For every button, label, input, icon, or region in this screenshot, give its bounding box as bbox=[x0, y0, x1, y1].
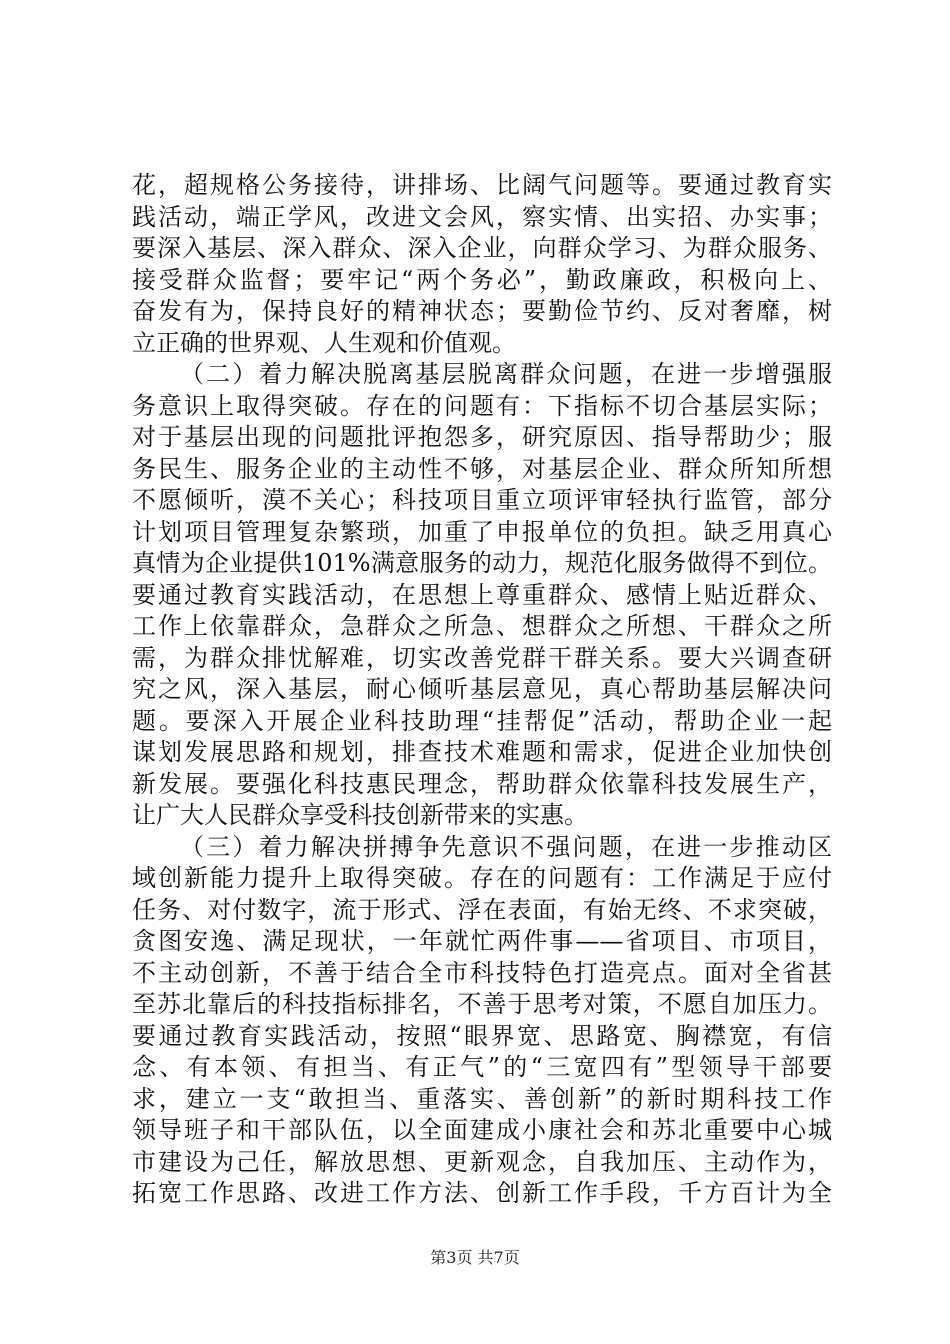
text-line: 践活动，端正学风，改进文会风，察实情、出实招、办实事； bbox=[132, 202, 832, 231]
text-line: 求，建立一支“敢担当、重落实、善创新”的新时期科技工作 bbox=[132, 1084, 832, 1113]
text-line: 让广大人民群众享受科技创新带来的实惠。 bbox=[132, 801, 588, 829]
text-line: 不愿倾听，漠不关心；科技项目重立项评审轻执行监管，部分 bbox=[132, 486, 832, 514]
text-line: 拓宽工作思路、改进工作方法、创新工作手段，千方百计为全 bbox=[132, 1179, 832, 1207]
text-line: 立正确的世界观、人生观和价值观。 bbox=[132, 328, 516, 357]
text-line: 至苏北靠后的科技指标排名，不善于思考对策，不愿自加压力。 bbox=[132, 990, 832, 1018]
paragraph-start-line: （二）着力解决脱离基层脱离群众问题，在进一步增强服 bbox=[180, 360, 832, 388]
text-line: 贪图安逸、满足现状，一年就忙两件事——省项目、市项目， bbox=[132, 927, 832, 955]
text-line: 务意识上取得突破。存在的问题有：下指标不切合基层实际； bbox=[132, 391, 832, 420]
text-line: 题。要深入开展企业科技助理“挂帮促”活动，帮助企业一起 bbox=[132, 706, 832, 735]
text-line: 要通过教育实践活动，在思想上尊重群众、感情上贴近群众、 bbox=[132, 580, 832, 609]
text-line: 工作上依靠群众，急群众之所急、想群众之所想、干群众之所 bbox=[132, 612, 832, 640]
text-line: 领导班子和干部队伍，以全面建成小康社会和苏北重要中心城 bbox=[132, 1116, 832, 1144]
text-line: 任务、对付数字，流于形式、浮在表面，有始无终、不求突破， bbox=[132, 895, 832, 924]
text-line: 新发展。要强化科技惠民理念，帮助群众依靠科技发展生产， bbox=[132, 769, 832, 798]
text-line: 对于基层出现的问题批评抱怨多，研究原因、指导帮助少；服 bbox=[132, 423, 832, 451]
page-number-footer: 第3页 共7页 bbox=[430, 1248, 520, 1267]
text-line: 计划项目管理复杂繁琐，加重了申报单位的负担。缺乏用真心 bbox=[132, 517, 832, 546]
text-line: 接受群众监督；要牢记“两个务必”，勤政廉政，积极向上、 bbox=[132, 265, 832, 294]
text-line: 域创新能力提升上取得突破。存在的问题有：工作满足于应付 bbox=[132, 864, 832, 892]
body-text bbox=[132, 170, 832, 1210]
text-line: 真情为企业提供101%满意服务的动力，规范化服务做得不到位。 bbox=[132, 549, 832, 577]
text-line: 要深入基层、深入群众、深入企业，向群众学习、为群众服务、 bbox=[132, 234, 832, 262]
text-line: 不主动创新，不善于结合全市科技特色打造亮点。面对全省甚 bbox=[132, 958, 832, 987]
text-line: 奋发有为，保持良好的精神状态；要勤俭节约、反对奢靡，树 bbox=[132, 297, 832, 325]
paragraph-start-line: （三）着力解决拼搏争先意识不强问题，在进一步推动区 bbox=[180, 832, 832, 861]
text-line: 务民生、服务企业的主动性不够，对基层企业、群众所知所想 bbox=[132, 454, 832, 483]
text-line: 市建设为己任，解放思想、更新观念，自我加压、主动作为， bbox=[132, 1147, 832, 1176]
text-line: 需，为群众排忧解难，切实改善党群干群关系。要大兴调查研 bbox=[132, 643, 832, 672]
text-line: 花，超规格公务接待，讲排场、比阔气问题等。要通过教育实 bbox=[132, 171, 832, 199]
text-line: 要通过教育实践活动，按照“眼界宽、思路宽、胸襟宽，有信 bbox=[132, 1021, 832, 1050]
text-line: 念、有本领、有担当、有正气”的“三宽四有”型领导干部要 bbox=[132, 1053, 832, 1081]
text-line: 究之风，深入基层，耐心倾听基层意见，真心帮助基层解决问 bbox=[132, 675, 832, 703]
text-line: 谋划发展思路和规划，排查技术难题和需求，促进企业加快创 bbox=[132, 738, 832, 766]
